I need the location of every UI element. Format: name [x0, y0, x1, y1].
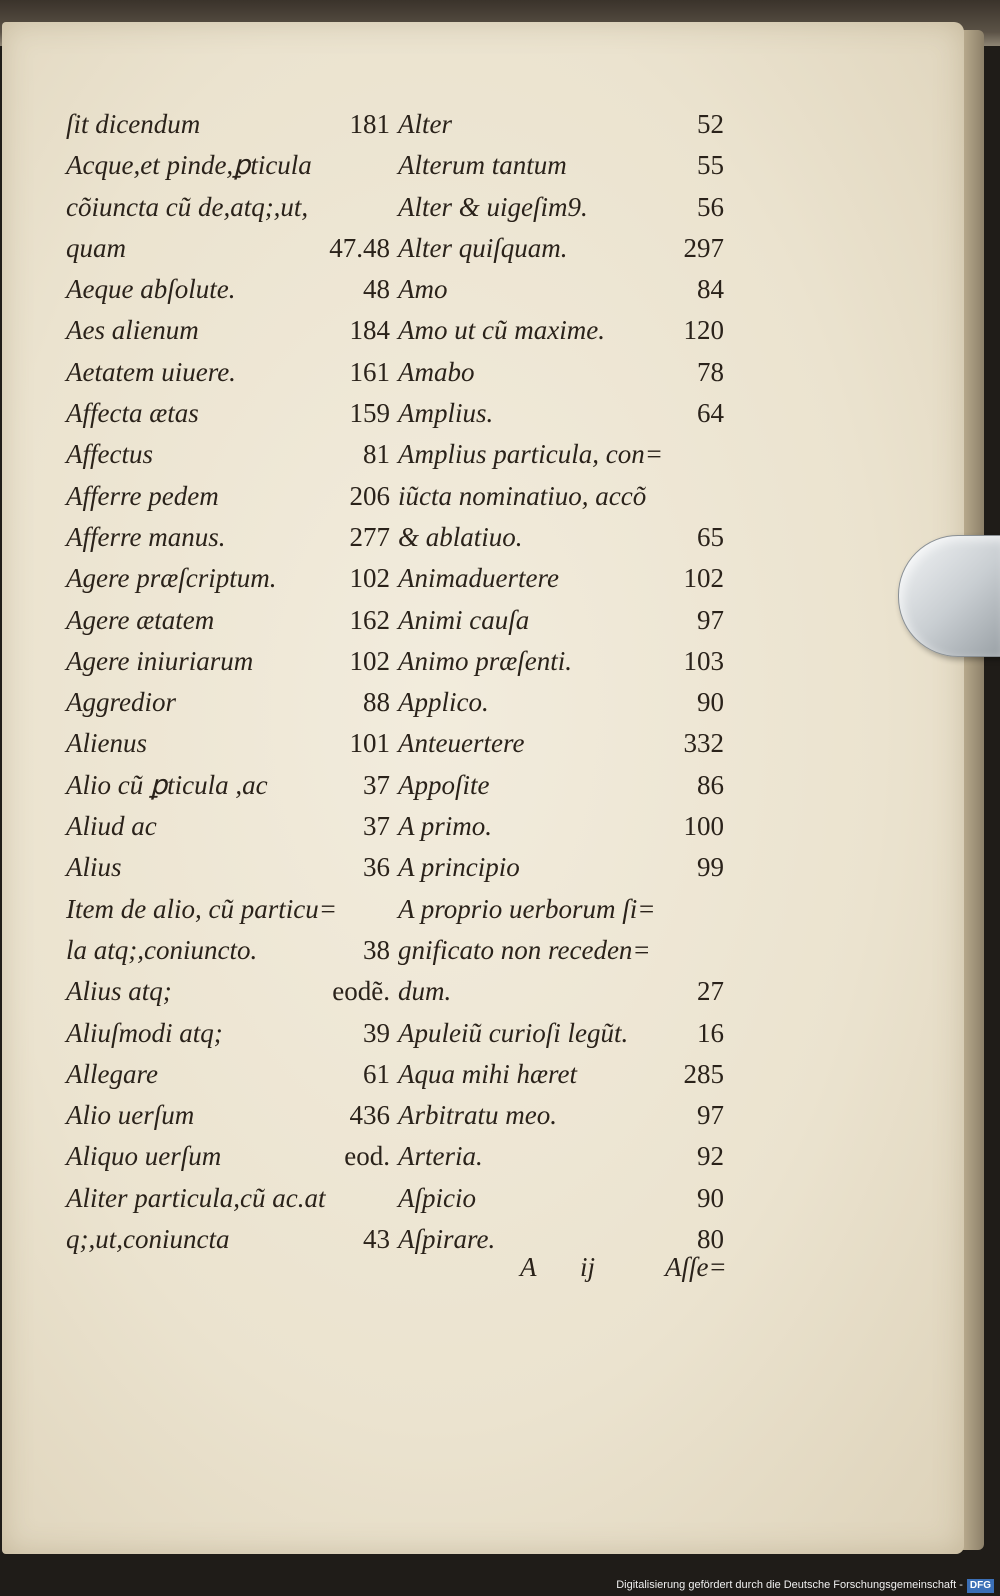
index-entry — [66, 1095, 394, 1136]
index-page-number: 184 — [349, 315, 390, 346]
index-page-number: 39 — [363, 1017, 390, 1048]
index-term: dum. — [398, 976, 452, 1007]
index-entry — [66, 228, 394, 269]
index-entry — [66, 847, 394, 888]
index-term: cõiuncta cũ de,atq;,ut, — [66, 191, 309, 222]
index-term: Aggredior — [66, 687, 176, 718]
index-term: Aqua mihi hæret — [398, 1058, 577, 1089]
index-term: Aes alienum — [66, 315, 199, 346]
index-term: Amplius. — [398, 398, 494, 429]
index-entry — [66, 889, 394, 930]
index-entry — [66, 434, 394, 475]
index-entry — [66, 930, 394, 971]
index-entry — [398, 558, 728, 599]
index-term: ſit dicendum — [66, 109, 201, 139]
index-page-number: 206 — [349, 480, 390, 511]
index-entry — [398, 393, 728, 434]
index-page-number: 56 — [697, 191, 724, 222]
index-term: Alio cũ ꝑticula ,ac — [66, 769, 268, 800]
index-column-right — [398, 104, 728, 1260]
index-term: Amo — [398, 274, 448, 305]
index-entry — [398, 310, 728, 351]
index-entry — [66, 1013, 394, 1054]
index-entry — [66, 269, 394, 310]
index-page-number: 37 — [363, 811, 390, 842]
index-term: Affectus — [66, 439, 153, 470]
index-term: Affecta ætas — [66, 398, 199, 429]
index-entry — [398, 682, 728, 723]
index-entry — [66, 1178, 394, 1219]
index-term: Item de alio, cũ particu= — [66, 893, 337, 924]
index-page-number: 277 — [349, 521, 390, 552]
index-term: Alter — [398, 109, 452, 139]
index-entry — [398, 352, 728, 393]
index-term: q;,ut,coniuncta — [66, 1224, 230, 1255]
index-page-number: 48 — [363, 274, 390, 305]
index-page-number: 88 — [363, 687, 390, 718]
digitization-credit — [560, 1574, 1000, 1596]
index-page-number: 84 — [697, 274, 724, 305]
index-term: Animi cauſa — [398, 604, 530, 635]
index-entry — [398, 145, 728, 186]
index-page-number: 43 — [363, 1224, 390, 1255]
index-page-number: eod. — [344, 1141, 390, 1172]
index-term: Amplius particula, con= — [398, 439, 663, 470]
index-term: Aetatem uiuere. — [66, 356, 236, 387]
index-entry — [66, 476, 394, 517]
index-term: Alienus — [66, 728, 147, 759]
index-term: Aeque abſolute. — [66, 274, 236, 305]
index-page-number: 78 — [697, 356, 724, 387]
index-term: & ablatiuo. — [398, 521, 523, 552]
index-entry — [398, 765, 728, 806]
index-page-number: 64 — [697, 398, 724, 429]
index-entry — [66, 517, 394, 558]
index-term: Apuleiũ curioſi legũt. — [398, 1017, 629, 1048]
index-entry — [66, 600, 394, 641]
index-entry — [398, 930, 728, 971]
index-entry — [398, 517, 728, 558]
index-term: Alter quiſquam. — [398, 232, 568, 263]
index-page-number: 97 — [697, 604, 724, 635]
index-page-number: 103 — [683, 645, 724, 676]
index-page-number: 101 — [349, 728, 390, 759]
index-entry — [66, 682, 394, 723]
index-page-number: 37 — [363, 769, 390, 800]
index-entry — [398, 600, 728, 641]
index-entry — [398, 187, 728, 228]
index-term: Aliquo uerſum — [66, 1141, 222, 1172]
index-entry — [66, 806, 394, 847]
index-page-number: 90 — [697, 1182, 724, 1213]
index-term: Aliter particula,cũ ac.at — [66, 1182, 326, 1213]
index-entry — [398, 434, 728, 475]
index-entry — [66, 310, 394, 351]
index-term: Aliuſmodi atq; — [66, 1017, 223, 1048]
signature-mark: A — [520, 1252, 537, 1282]
index-page-number: 120 — [683, 315, 724, 346]
index-entry — [398, 228, 728, 269]
catchword: Aſſe= — [665, 1252, 727, 1282]
index-term: Alter & uigeſim9. — [398, 191, 588, 222]
index-entry — [398, 269, 728, 310]
index-entry — [398, 476, 728, 517]
index-term: Aſpirare. — [398, 1224, 496, 1255]
index-entry — [66, 187, 394, 228]
index-page-number: 27 — [697, 976, 724, 1007]
index-page-number: 80 — [697, 1224, 724, 1255]
index-term: Alius atq; — [66, 976, 172, 1007]
index-entry — [66, 765, 394, 806]
index-term: Agere præſcriptum. — [66, 563, 277, 594]
index-term: Amo ut cũ maxime. — [398, 315, 605, 346]
page-footer — [480, 1252, 740, 1292]
index-page-number: 86 — [697, 769, 724, 800]
index-page-number: 159 — [349, 398, 390, 429]
index-page-number: 102 — [349, 645, 390, 676]
index-entry — [66, 352, 394, 393]
index-entry — [398, 104, 728, 145]
index-term: A proprio uerborum ſi= — [398, 893, 656, 924]
index-term: gnificato non receden= — [398, 934, 651, 965]
index-term: Animo præſenti. — [398, 645, 572, 676]
index-entry — [398, 1095, 728, 1136]
index-entry — [398, 1013, 728, 1054]
index-term: Alius — [66, 852, 122, 883]
index-entry — [398, 847, 728, 888]
index-term: Amabo — [398, 356, 475, 387]
index-term: Applico. — [398, 687, 489, 718]
leaf-number: ij — [580, 1252, 596, 1282]
index-entry — [66, 971, 394, 1012]
index-page-number: 332 — [683, 728, 724, 759]
index-page-number: eodẽ. — [332, 976, 390, 1007]
index-term: la atq;,coniuncto. — [66, 934, 258, 965]
index-term: iũcta nominatiuo, accõ — [398, 480, 647, 511]
credit-text: Digitalisierung gefördert durch die Deutsche Forschungsgemeinschaft - — [616, 1579, 963, 1591]
index-page-number: 16 — [697, 1017, 724, 1048]
index-page-number: 90 — [697, 687, 724, 718]
index-page-number: 92 — [697, 1141, 724, 1172]
index-page-number: 97 — [697, 1100, 724, 1131]
index-page-number: 102 — [683, 563, 724, 594]
index-term: Appoſite — [398, 769, 490, 800]
index-term: Alterum tantum — [398, 150, 567, 181]
index-term: Afferre manus. — [66, 521, 226, 552]
index-term: A primo. — [398, 811, 493, 842]
index-term: Arbitratu meo. — [398, 1100, 557, 1131]
index-entry — [398, 889, 728, 930]
index-entry — [398, 806, 728, 847]
index-entry — [66, 104, 394, 145]
index-entry — [398, 641, 728, 682]
index-page-number: 61 — [363, 1058, 390, 1089]
index-entry — [66, 393, 394, 434]
index-term: Aliud ac — [66, 811, 157, 842]
index-page-number: 81 — [363, 439, 390, 470]
index-page-number: 36 — [363, 852, 390, 883]
index-page-number: 99 — [697, 852, 724, 883]
index-term: Arteria. — [398, 1141, 483, 1172]
index-term: Animaduertere — [398, 563, 559, 594]
index-page-number: 38 — [363, 934, 390, 965]
index-page-number: 297 — [683, 232, 724, 263]
index-term: A principio — [398, 852, 520, 883]
index-entry — [398, 723, 728, 764]
index-page-number: 162 — [349, 604, 390, 635]
index-page-number: 55 — [697, 150, 724, 181]
index-term: Allegare — [66, 1058, 158, 1089]
index-term: Agere iniuriarum — [66, 645, 254, 676]
index-term: Afferre pedem — [66, 480, 219, 511]
index-page-number: 52 — [697, 109, 724, 139]
index-term: Agere ætatem — [66, 604, 215, 635]
index-page-number: 436 — [349, 1100, 390, 1131]
index-entry — [66, 1219, 394, 1260]
index-page-number: 181 — [349, 109, 390, 139]
index-entry — [66, 723, 394, 764]
index-entry — [66, 558, 394, 599]
index-term: quam — [66, 232, 126, 263]
index-entry — [66, 145, 394, 186]
index-page-number: 161 — [349, 356, 390, 387]
dfg-logo: DFG — [967, 1579, 994, 1593]
index-entry — [398, 971, 728, 1012]
index-page-number: 47.48 — [329, 232, 390, 263]
index-entry — [66, 641, 394, 682]
index-entry — [66, 1054, 394, 1095]
index-page-number: 285 — [683, 1058, 724, 1089]
index-page-number: 65 — [697, 521, 724, 552]
index-entry — [398, 1136, 728, 1177]
index-page-number: 102 — [349, 563, 390, 594]
index-term: Alio uerſum — [66, 1100, 195, 1131]
index-term: Aſpicio — [398, 1182, 476, 1213]
index-term: Anteuertere — [398, 728, 525, 759]
index-entry — [66, 1136, 394, 1177]
index-term: Acque,et pinde,ꝑticula — [66, 150, 312, 181]
index-entry — [398, 1178, 728, 1219]
index-entry — [398, 1054, 728, 1095]
index-column-left — [66, 104, 394, 1260]
index-page-number: 100 — [683, 811, 724, 842]
